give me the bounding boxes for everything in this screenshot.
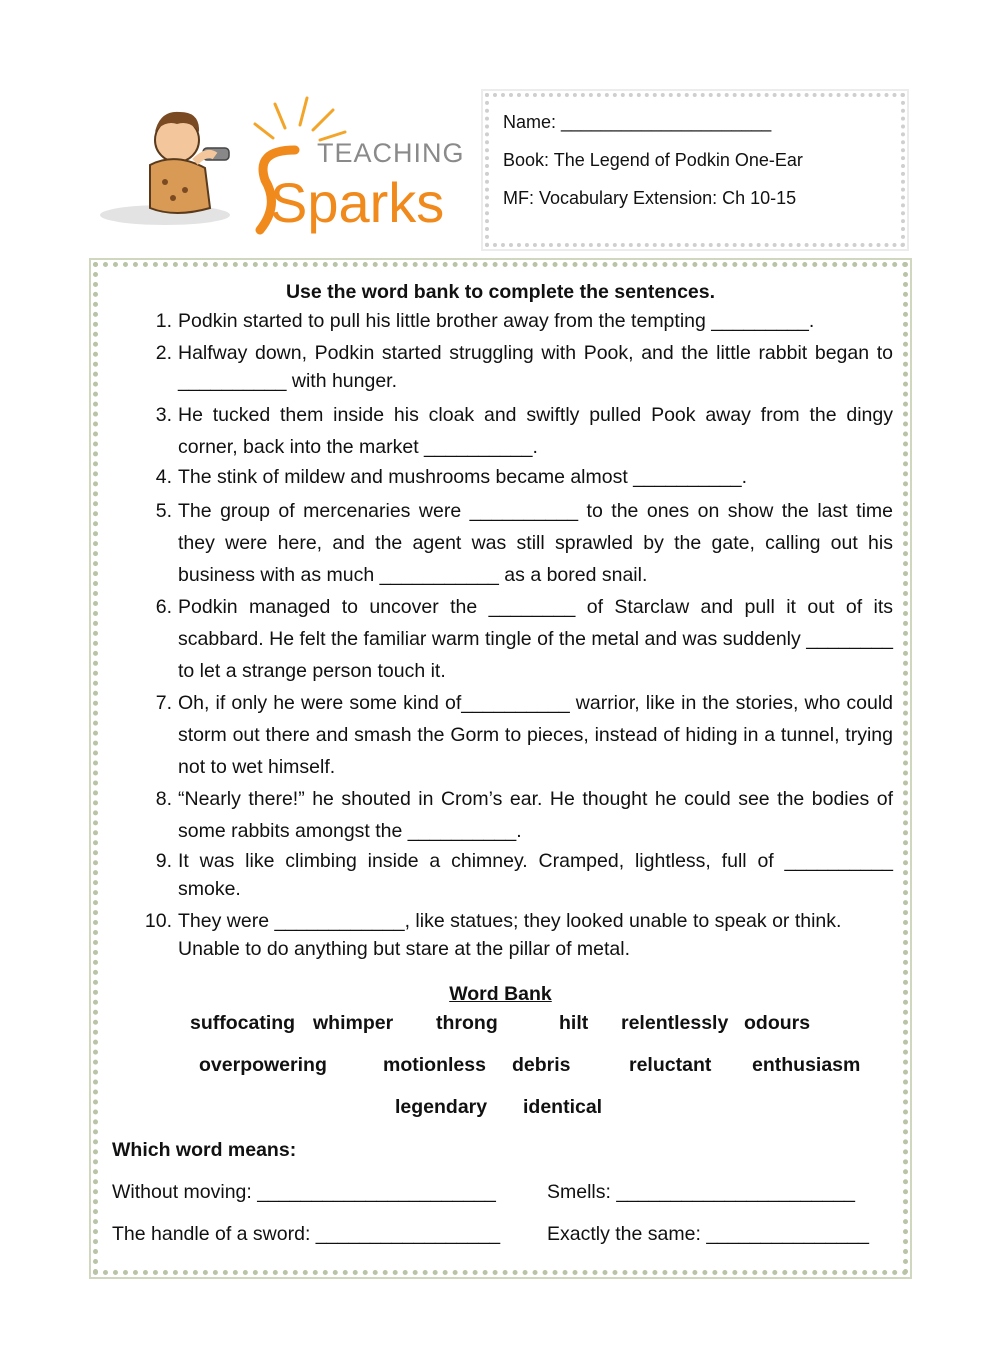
word-bank-word: identical xyxy=(523,1096,603,1118)
question-list xyxy=(138,307,893,967)
question-number: 2. xyxy=(155,342,172,364)
definition-without-moving[interactable]: Without moving: ______________________ xyxy=(112,1181,496,1203)
question-9 xyxy=(138,847,893,903)
logo-line2: Sparks xyxy=(270,171,445,234)
instructions: Use the word bank to complete the sentences. xyxy=(285,281,716,303)
word-bank-word: relentlessly xyxy=(621,1012,729,1034)
word-bank-word: whimper xyxy=(313,1012,394,1034)
word-bank-word: odours xyxy=(744,1012,811,1034)
book-title: Book: The Legend of Podkin One-Ear xyxy=(503,150,803,170)
question-7 xyxy=(138,687,893,783)
worksheet-title: MF: Vocabulary Extension: Ch 10-15 xyxy=(503,188,797,208)
question-text: He tucked them inside his cloak and swiftly pulled Pook away from the dingy corner, back into the market __________. xyxy=(178,404,893,458)
question-text: They were ____________, like statues; they looked unable to speak or think. Unable to do anything but stare at the pillar of metal. xyxy=(178,910,842,960)
question-8 xyxy=(138,783,893,847)
question-text: Halfway down, Podkin started struggling with Pook, and the little rabbit began to __________ with hunger. xyxy=(178,342,893,392)
word-bank-title: Word Bank xyxy=(449,983,552,1005)
question-number: 7. xyxy=(155,692,172,714)
word-bank-word: reluctant xyxy=(629,1054,712,1076)
word-bank-word: overpowering xyxy=(199,1054,327,1076)
logo-line1: TEACHING xyxy=(317,138,465,168)
word-bank-word: debris xyxy=(512,1054,571,1076)
question-5 xyxy=(138,495,893,591)
question-2 xyxy=(138,339,893,395)
student-info-box xyxy=(485,93,905,247)
word-bank-word: motionless xyxy=(383,1054,486,1076)
question-text: Podkin managed to uncover the ________ of Starclaw and pull it out of its scabbard. He felt the familiar warm tingle of the metal and was suddenly ________ to let a strange person touch it. xyxy=(178,596,893,682)
question-number: 4. xyxy=(155,466,172,488)
question-number: 8. xyxy=(155,788,172,810)
word-bank-word: suffocating xyxy=(190,1012,296,1034)
question-6 xyxy=(138,591,893,687)
question-number: 5. xyxy=(155,500,172,522)
question-1 xyxy=(138,307,893,335)
name-field[interactable]: Name: _____________________ xyxy=(503,112,772,132)
question-number: 3. xyxy=(155,404,172,426)
question-text: Oh, if only he were some kind of__________ warrior, like in the stories, who could storm out there and smash the Gorm to pieces, instead of hiding in a tunnel, trying not to wet himself. xyxy=(178,692,893,778)
question-text: The stink of mildew and mushrooms became almost __________. xyxy=(178,466,748,488)
definition-smells[interactable]: Smells: ______________________ xyxy=(547,1181,855,1203)
which-word-heading: Which word means: xyxy=(112,1139,297,1161)
worksheet-box xyxy=(93,262,908,1275)
question-number: 9. xyxy=(155,850,172,872)
question-4 xyxy=(138,463,893,491)
question-text: It was like climbing inside a chimney. Cramped, lightless, full of __________ smoke. xyxy=(178,850,893,900)
word-bank-word: hilt xyxy=(559,1012,589,1034)
word-bank-word: legendary xyxy=(395,1096,488,1118)
question-10 xyxy=(138,907,893,963)
question-number: 6. xyxy=(155,596,172,618)
definition-exactly-same[interactable]: Exactly the same: _______________ xyxy=(547,1223,869,1245)
word-bank-word: enthusiasm xyxy=(752,1054,861,1076)
question-3 xyxy=(138,399,893,463)
word-bank-word: throng xyxy=(436,1012,498,1034)
question-number: 10. xyxy=(144,910,172,932)
question-text: The group of mercenaries were __________ to the ones on show the last time they were here, and the agent was still sprawled by the gate, calling out his business with as much ___________ as a bored snail. xyxy=(178,500,893,586)
question-text: Podkin started to pull his little brother away from the tempting _________. xyxy=(178,310,815,332)
definition-sword-handle[interactable]: The handle of a sword: _________________ xyxy=(112,1223,501,1245)
question-text: “Nearly there!” he shouted in Crom’s ear. He thought he could see the bodies of some rabbits amongst the __________. xyxy=(178,788,893,842)
teaching-sparks-logo xyxy=(95,90,480,240)
question-number: 1. xyxy=(155,310,172,332)
